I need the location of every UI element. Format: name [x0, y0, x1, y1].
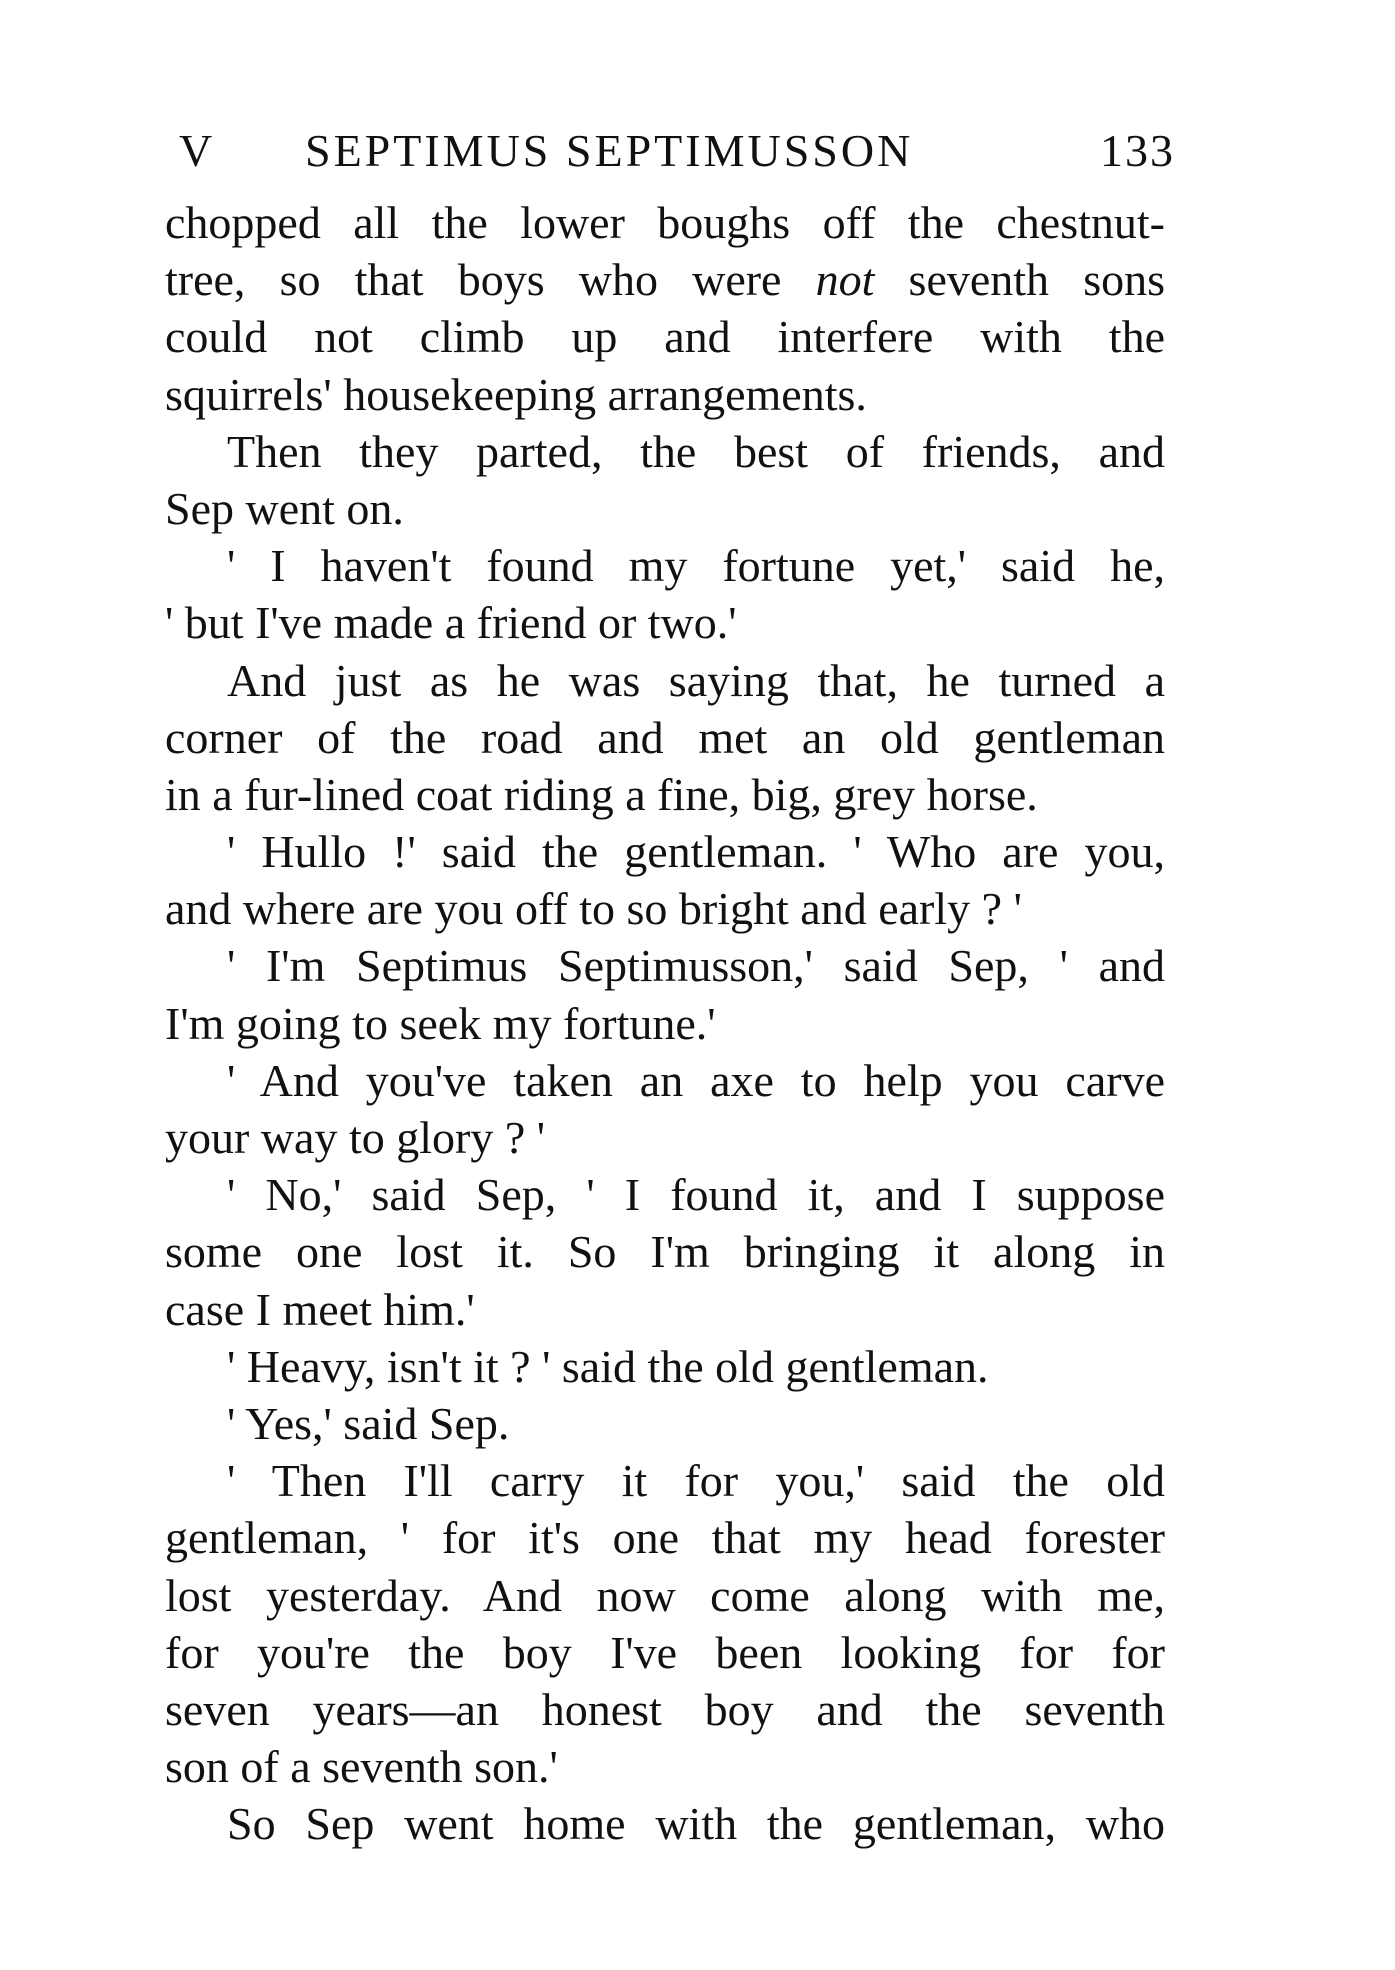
page-number: 133: [1100, 125, 1175, 176]
text-line: ' I haven't found my fortune yet,' said he,: [227, 540, 1165, 592]
running-head: [165, 118, 1175, 184]
text-line: ' I'm Septimus Septimusson,' said Sep, ' and: [227, 940, 1165, 992]
body-text: [165, 194, 1165, 1852]
text-line: ' Hullo !' said the gentleman. ' Who are you,: [227, 826, 1165, 878]
text-line: ' No,' said Sep, ' I found it, and I suppose: [227, 1169, 1165, 1221]
text-line: in a fur-lined coat riding a fine, big, grey horse.: [165, 768, 1038, 820]
text-line: ' Then I'll carry it for you,' said the old: [227, 1455, 1165, 1507]
text-line: some one lost it. So I'm bringing it along in: [165, 1226, 1165, 1278]
text-line: corner of the road and met an old gentleman: [165, 711, 1165, 763]
text-line: squirrels' housekeeping arrangements.: [165, 368, 867, 420]
text-line: Sep went on.: [165, 482, 404, 534]
text-line: [165, 251, 1165, 308]
running-title: SEPTIMUS SEPTIMUSSON: [305, 125, 914, 176]
text-line: ' but I've made a friend or two.': [165, 597, 737, 649]
italic-word: not: [815, 254, 875, 306]
text-line: And just as he was saying that, he turned a: [227, 654, 1165, 706]
text-line: could not climb up and interfere with the: [165, 311, 1165, 363]
text-line: case I meet him.': [165, 1283, 475, 1335]
text-line: So Sep went home with the gentleman, who: [227, 1798, 1165, 1850]
text-line: chopped all the lower boughs off the chestnut-: [165, 197, 1165, 248]
text-line: seven years—an honest boy and the seventh: [165, 1683, 1165, 1735]
text-line: for you're the boy I've been looking for for: [165, 1626, 1165, 1678]
text-line: ' Heavy, isn't it ? ' said the old gentleman.: [227, 1340, 989, 1392]
text-line: ' Yes,' said Sep.: [227, 1397, 510, 1449]
text-line: Then they parted, the best of friends, and: [227, 425, 1165, 477]
text-line: and where are you off to so bright and early ? ': [165, 883, 1022, 935]
text-line: gentleman, ' for it's one that my head forester: [165, 1512, 1165, 1564]
text-line: ' And you've taken an axe to help you carve: [227, 1054, 1165, 1106]
book-page: [165, 118, 1175, 1852]
chapter-number: V: [179, 125, 216, 176]
text-line: son of a seventh son.': [165, 1741, 558, 1793]
text-line: lost yesterday. And now come along with me,: [165, 1569, 1165, 1621]
text-segment: tree, so that boys who were: [165, 254, 816, 306]
text-line: I'm going to seek my fortune.': [165, 997, 716, 1049]
text-line: your way to glory ? ': [165, 1112, 546, 1163]
text-segment: seventh sons: [874, 254, 1165, 306]
